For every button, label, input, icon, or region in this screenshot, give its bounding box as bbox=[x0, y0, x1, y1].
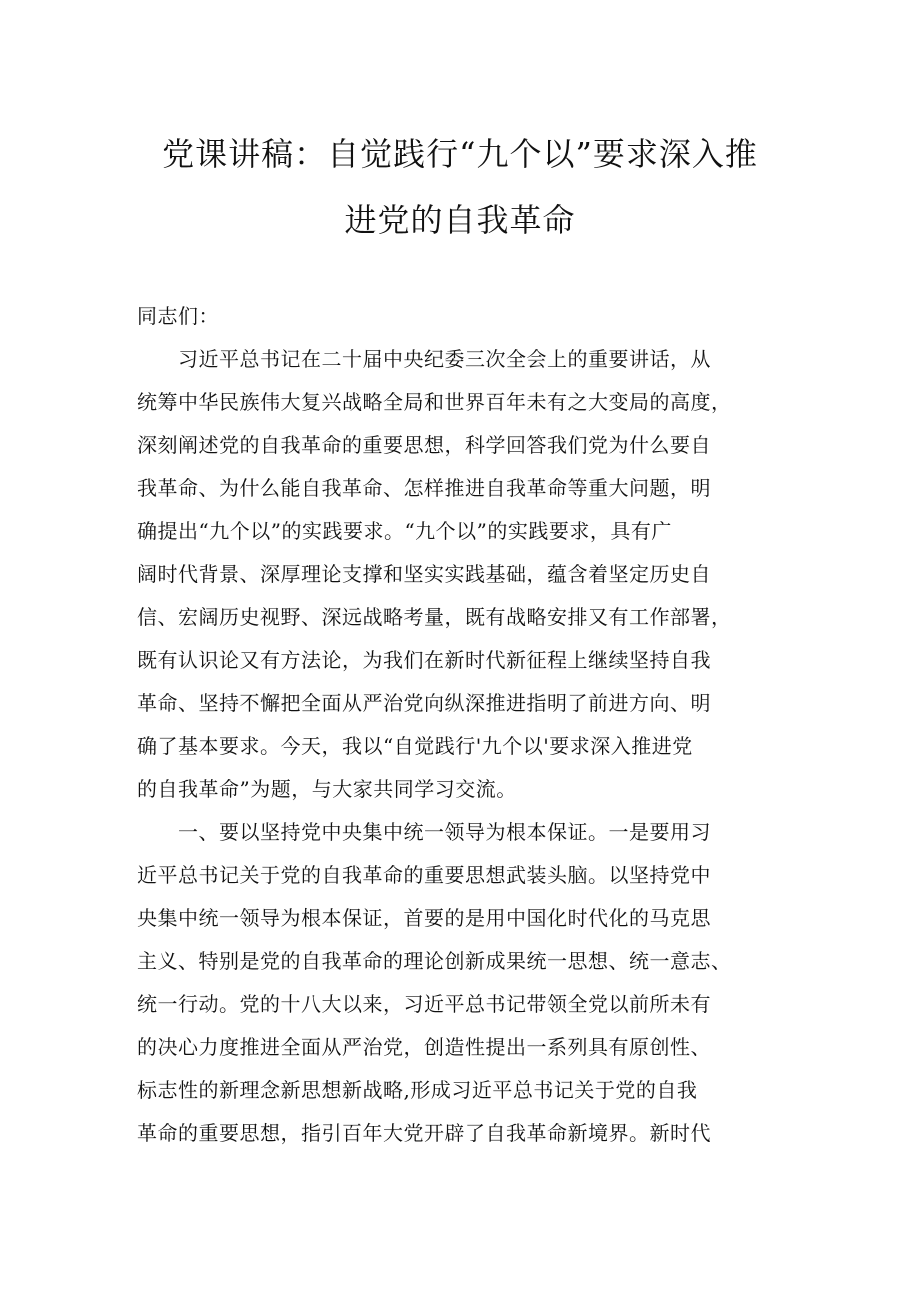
body-line: 信、宏阔历史视野、深远战略考量，既有战略安排又有工作部署， bbox=[137, 605, 732, 629]
body-line: 既有认识论又有方法论，为我们在新时代新征程上继续坚持自我 bbox=[137, 648, 711, 672]
body-line: 习近平总书记在二十届中央纪委三次全会上的重要讲话，从 bbox=[137, 347, 711, 371]
body-line: 统一行动。党的十八大以来，习近平总书记带领全党以前所未有 bbox=[137, 992, 711, 1016]
body-line: 央集中统一领导为根本保证，首要的是用中国化时代化的马克思 bbox=[137, 906, 711, 930]
document-title-line-2: 进党的自我革命 bbox=[344, 201, 576, 239]
body-line: 统筹中华民族伟大复兴战略全局和世界百年未有之大变局的高度， bbox=[137, 390, 732, 414]
document-title-line-1: 党课讲稿：自觉践行“九个以”要求深入推 bbox=[162, 135, 758, 173]
body-line: 主义、特别是党的自我革命的理论创新成果统一思想、统一意志、 bbox=[137, 949, 732, 973]
body-line: 我革命、为什么能自我革命、怎样推进自我革命等重大问题，明 bbox=[137, 476, 711, 500]
body-line: 革命、坚持不懈把全面从严治党向纵深推进指明了前进方向、明 bbox=[137, 691, 711, 715]
body-line: 的自我革命”为题，与大家共同学习交流。 bbox=[137, 777, 517, 801]
body-line: 确提出“九个以”的实践要求。“九个以”的实践要求，具有广 bbox=[137, 519, 672, 543]
body-line: 近平总书记关于党的自我革命的重要思想武装头脑。以坚持党中 bbox=[137, 863, 711, 887]
body-line: 一、要以坚持党中央集中统一领导为根本保证。一是要用习 bbox=[137, 820, 711, 844]
body-line: 深刻阐述党的自我革命的重要思想，科学回答我们党为什么要自 bbox=[137, 433, 711, 457]
body-line: 标志性的新理念新思想新战略,形成习近平总书记关于党的自我 bbox=[137, 1078, 698, 1102]
body-line: 的决心力度推进全面从严治党，创造性提出一系列具有原创性、 bbox=[137, 1035, 711, 1059]
body-line: 确了基本要求。今天，我以“自觉践行'九个以'要求深入推进党 bbox=[137, 734, 693, 758]
salutation: 同志们： bbox=[137, 304, 219, 328]
body-line: 革命的重要思想，指引百年大党开辟了自我革命新境界。新时代 bbox=[137, 1121, 711, 1145]
body-line: 阔时代背景、深厚理论支撑和坚实实践基础，蕴含着坚定历史自 bbox=[137, 562, 711, 586]
